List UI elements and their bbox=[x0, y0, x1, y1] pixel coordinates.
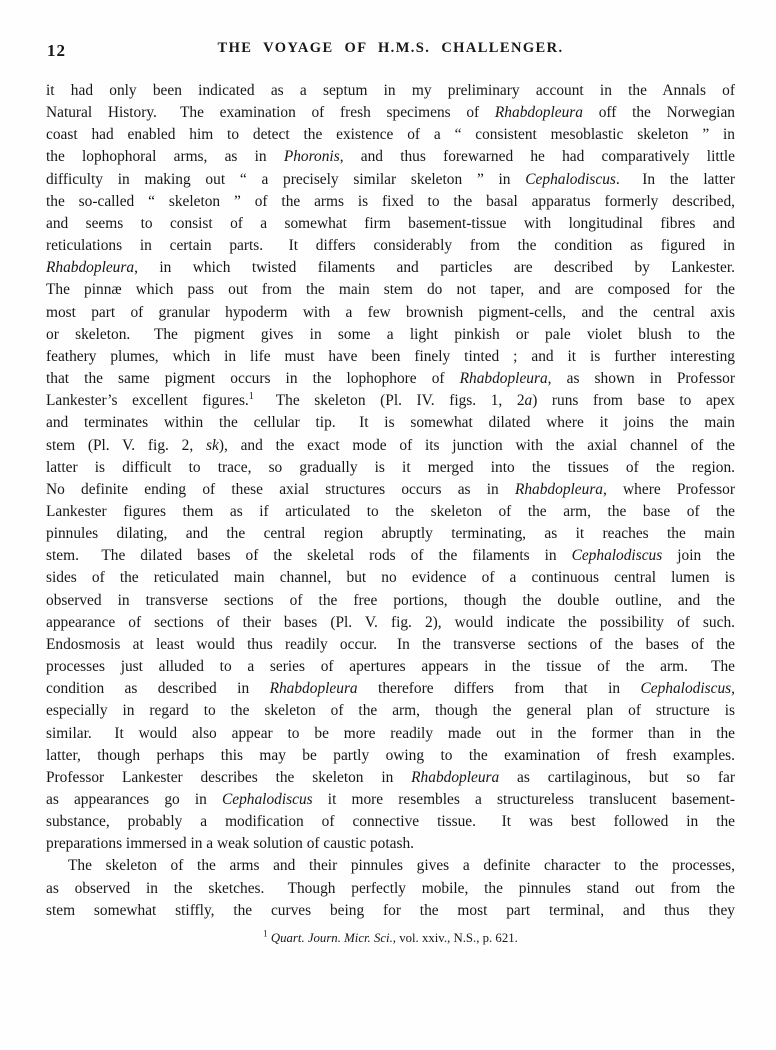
text-line bbox=[46, 634, 735, 656]
text-line bbox=[46, 146, 735, 168]
text-segment: and seems to consist of a somewhat firm basement-tissue with longitudinal fibres and bbox=[46, 214, 735, 232]
text-segment: or skeleton. The pigment gives in some a light pinkish or pale violet blush to the bbox=[46, 325, 735, 343]
superscript-marker: 1 bbox=[248, 391, 254, 403]
italic-text: Rhabdopleura bbox=[494, 104, 583, 122]
text-line bbox=[46, 612, 735, 634]
text-segment: it more resembles a structureless translucent basement- bbox=[312, 791, 735, 808]
text-segment: the lophophoral arms, as in bbox=[46, 148, 284, 166]
italic-text: Rhabdopleura bbox=[411, 768, 500, 786]
text-line bbox=[46, 213, 735, 235]
text-segment: condition as described in bbox=[46, 680, 270, 698]
text-segment: difficulty in making out “ a precisely similar skeleton ” in bbox=[46, 170, 526, 188]
text-segment: , and thus forewarned he had comparatively little bbox=[339, 148, 736, 166]
text-segment: . In the latter bbox=[615, 170, 736, 188]
text-line bbox=[46, 257, 735, 279]
text-line bbox=[46, 656, 735, 678]
text-line bbox=[46, 324, 735, 346]
text-line bbox=[46, 567, 735, 589]
text-line bbox=[46, 235, 735, 257]
text-segment: most part of granular hypoderm with a few brownish pigment-cells, and the central axis bbox=[46, 303, 735, 321]
text-segment: feathery plumes, which in life must have been finely tinted ; and it is further interesting bbox=[46, 347, 735, 365]
text-line bbox=[46, 479, 735, 501]
text-line bbox=[46, 457, 735, 479]
text-segment: The skeleton (Pl. IV. figs. 1, 2 bbox=[253, 392, 525, 410]
text-segment: it had only been indicated as a septum in my preliminary account in the Annals of bbox=[46, 82, 735, 99]
text-line bbox=[46, 900, 735, 922]
text-segment: Lankester figures them as if articulated to the skeleton of the arm, the base of the bbox=[46, 502, 735, 520]
page-number: 12 bbox=[47, 41, 66, 60]
italic-text: Rhabdopleura bbox=[269, 680, 358, 698]
text-segment: substance, probably a modification of connective tissue. It was best followed in the bbox=[46, 813, 735, 831]
text-segment: Professor Lankester describes the skeleton in bbox=[46, 768, 412, 786]
text-segment: preparations immersed in a weak solution of caustic potash. bbox=[46, 835, 414, 853]
italic-text: a bbox=[524, 392, 533, 410]
text-segment: processes just alluded to a series of apertures appears in the tissue of the arm. The bbox=[46, 658, 735, 676]
text-segment: the so-called “ skeleton ” of the arms is fixed to the basal apparatus formerly described, bbox=[46, 192, 735, 210]
text-line bbox=[46, 723, 735, 745]
text-segment: , in which twisted filaments and particles are described by Lankester. bbox=[134, 259, 735, 277]
text-segment: , where Professor bbox=[603, 480, 735, 498]
text-line bbox=[46, 789, 735, 811]
text-segment: , as shown in Professor bbox=[547, 370, 735, 388]
text-line bbox=[46, 346, 735, 368]
text-segment: coast had enabled him to detect the existence of a “ consistent mesoblastic skeleton ” in bbox=[46, 126, 735, 144]
text-segment: stem (Pl. V. fig. 2, bbox=[46, 436, 206, 454]
text-segment: latter, though perhaps this may be partly owing to the examination of fresh examples. bbox=[46, 746, 735, 764]
text-line bbox=[46, 302, 735, 324]
text-segment: stem. The dilated bases of the skeletal rods of the filaments in bbox=[46, 547, 572, 565]
text-segment: appearance of sections of their bases (Pl. V. fig. 2), would indicate the possibility of such. bbox=[46, 613, 735, 631]
text-segment: No definite ending of these axial structures occurs as in bbox=[46, 480, 515, 498]
text-line bbox=[46, 169, 735, 191]
text-line bbox=[46, 767, 735, 789]
text-segment: stem somewhat stiffly, the curves being for the most part terminal, and thus they bbox=[46, 901, 735, 919]
text-line bbox=[46, 678, 735, 700]
text-segment: off the Norwegian bbox=[582, 104, 735, 122]
text-segment: as cartilaginous, but so far bbox=[499, 768, 735, 786]
text-segment: , vol. xxiv., N.S., p. 621. bbox=[392, 931, 518, 945]
italic-text: Cephalodiscus bbox=[222, 791, 313, 808]
text-segment: latter is difficult to trace, so gradually is it merged into the tissues of the region. bbox=[46, 458, 735, 476]
italic-text: Rhabdopleura bbox=[459, 370, 548, 388]
text-line bbox=[46, 523, 735, 545]
text-segment: reticulations in certain parts. It differs considerably from the condition as figured in bbox=[46, 237, 735, 255]
text-segment: as appearances go in bbox=[46, 791, 222, 808]
text-line bbox=[46, 435, 735, 457]
running-title: THE VOYAGE OF H.M.S. CHALLENGER. bbox=[217, 40, 564, 56]
text-segment: Endosmosis at least would thus readily occur. In the transverse sections of the bases of the bbox=[46, 635, 735, 653]
italic-text: Rhabdopleura bbox=[46, 259, 135, 277]
text-segment: Lankester’s excellent figures. bbox=[46, 392, 249, 410]
text-segment: Natural History. The examination of fresh specimens of bbox=[46, 104, 495, 122]
text-line bbox=[46, 745, 735, 767]
italic-text: Cephalodiscus bbox=[571, 547, 663, 565]
text-line bbox=[46, 811, 735, 833]
text-segment: therefore differs from that in bbox=[357, 680, 641, 698]
text-line bbox=[46, 279, 735, 301]
text-segment: The skeleton of the arms and their pinnules gives a definite character to the processes, bbox=[68, 857, 735, 875]
text-segment: sides of the reticulated main channel, but no evidence of a continuous central lumen is bbox=[46, 569, 735, 587]
italic-text: Phoronis bbox=[283, 148, 340, 166]
text-line bbox=[46, 390, 735, 412]
italic-text: Cephalodiscus bbox=[525, 170, 616, 188]
text-line bbox=[46, 501, 735, 523]
superscript-marker: 1 bbox=[263, 928, 268, 939]
italic-text: Cephalodiscus bbox=[640, 680, 732, 698]
text-segment: and terminates within the cellular tip. It is somewhat dilated where it joins the main bbox=[46, 414, 735, 432]
text-line bbox=[46, 700, 735, 722]
text-line bbox=[46, 80, 735, 102]
text-line bbox=[46, 102, 735, 124]
page-header bbox=[47, 40, 734, 62]
text-segment: ), and the exact mode of its junction with the axial channel of the bbox=[218, 436, 735, 454]
text-line bbox=[46, 412, 735, 434]
italic-text: Rhabdopleura bbox=[514, 480, 603, 498]
text-segment: join the bbox=[662, 547, 735, 565]
text-segment: as observed in the sketches. Though perfectly mobile, the pinnules stand out from the bbox=[46, 879, 735, 897]
page-body bbox=[46, 80, 735, 922]
text-segment: that the same pigment occurs in the lophophore of bbox=[46, 370, 460, 388]
italic-text: Quart. Journ. Micr. Sci. bbox=[270, 931, 393, 945]
text-segment: ) runs from base to apex bbox=[532, 392, 735, 410]
text-segment: especially in regard to the skeleton of the arm, though the general plan of structure is bbox=[46, 702, 735, 720]
text-segment: The pinnæ which pass out from the main stem do not taper, and are composed for the bbox=[46, 281, 735, 299]
text-segment: observed in transverse sections of the free portions, though the double outline, and the bbox=[46, 591, 735, 609]
text-line bbox=[46, 124, 735, 146]
text-line bbox=[46, 590, 735, 612]
footnote bbox=[46, 928, 735, 946]
text-line bbox=[46, 545, 735, 567]
text-line bbox=[46, 368, 735, 390]
text-line bbox=[46, 878, 735, 900]
text-segment: similar. It would also appear to be more readily made out in the former than in the bbox=[46, 724, 735, 742]
italic-text: sk bbox=[205, 436, 219, 454]
text-line bbox=[46, 191, 735, 213]
text-line bbox=[46, 833, 735, 855]
text-line bbox=[46, 855, 735, 877]
text-segment: , bbox=[731, 680, 735, 698]
text-segment: pinnules dilating, and the central region abruptly terminating, as it reaches the main bbox=[46, 525, 735, 543]
